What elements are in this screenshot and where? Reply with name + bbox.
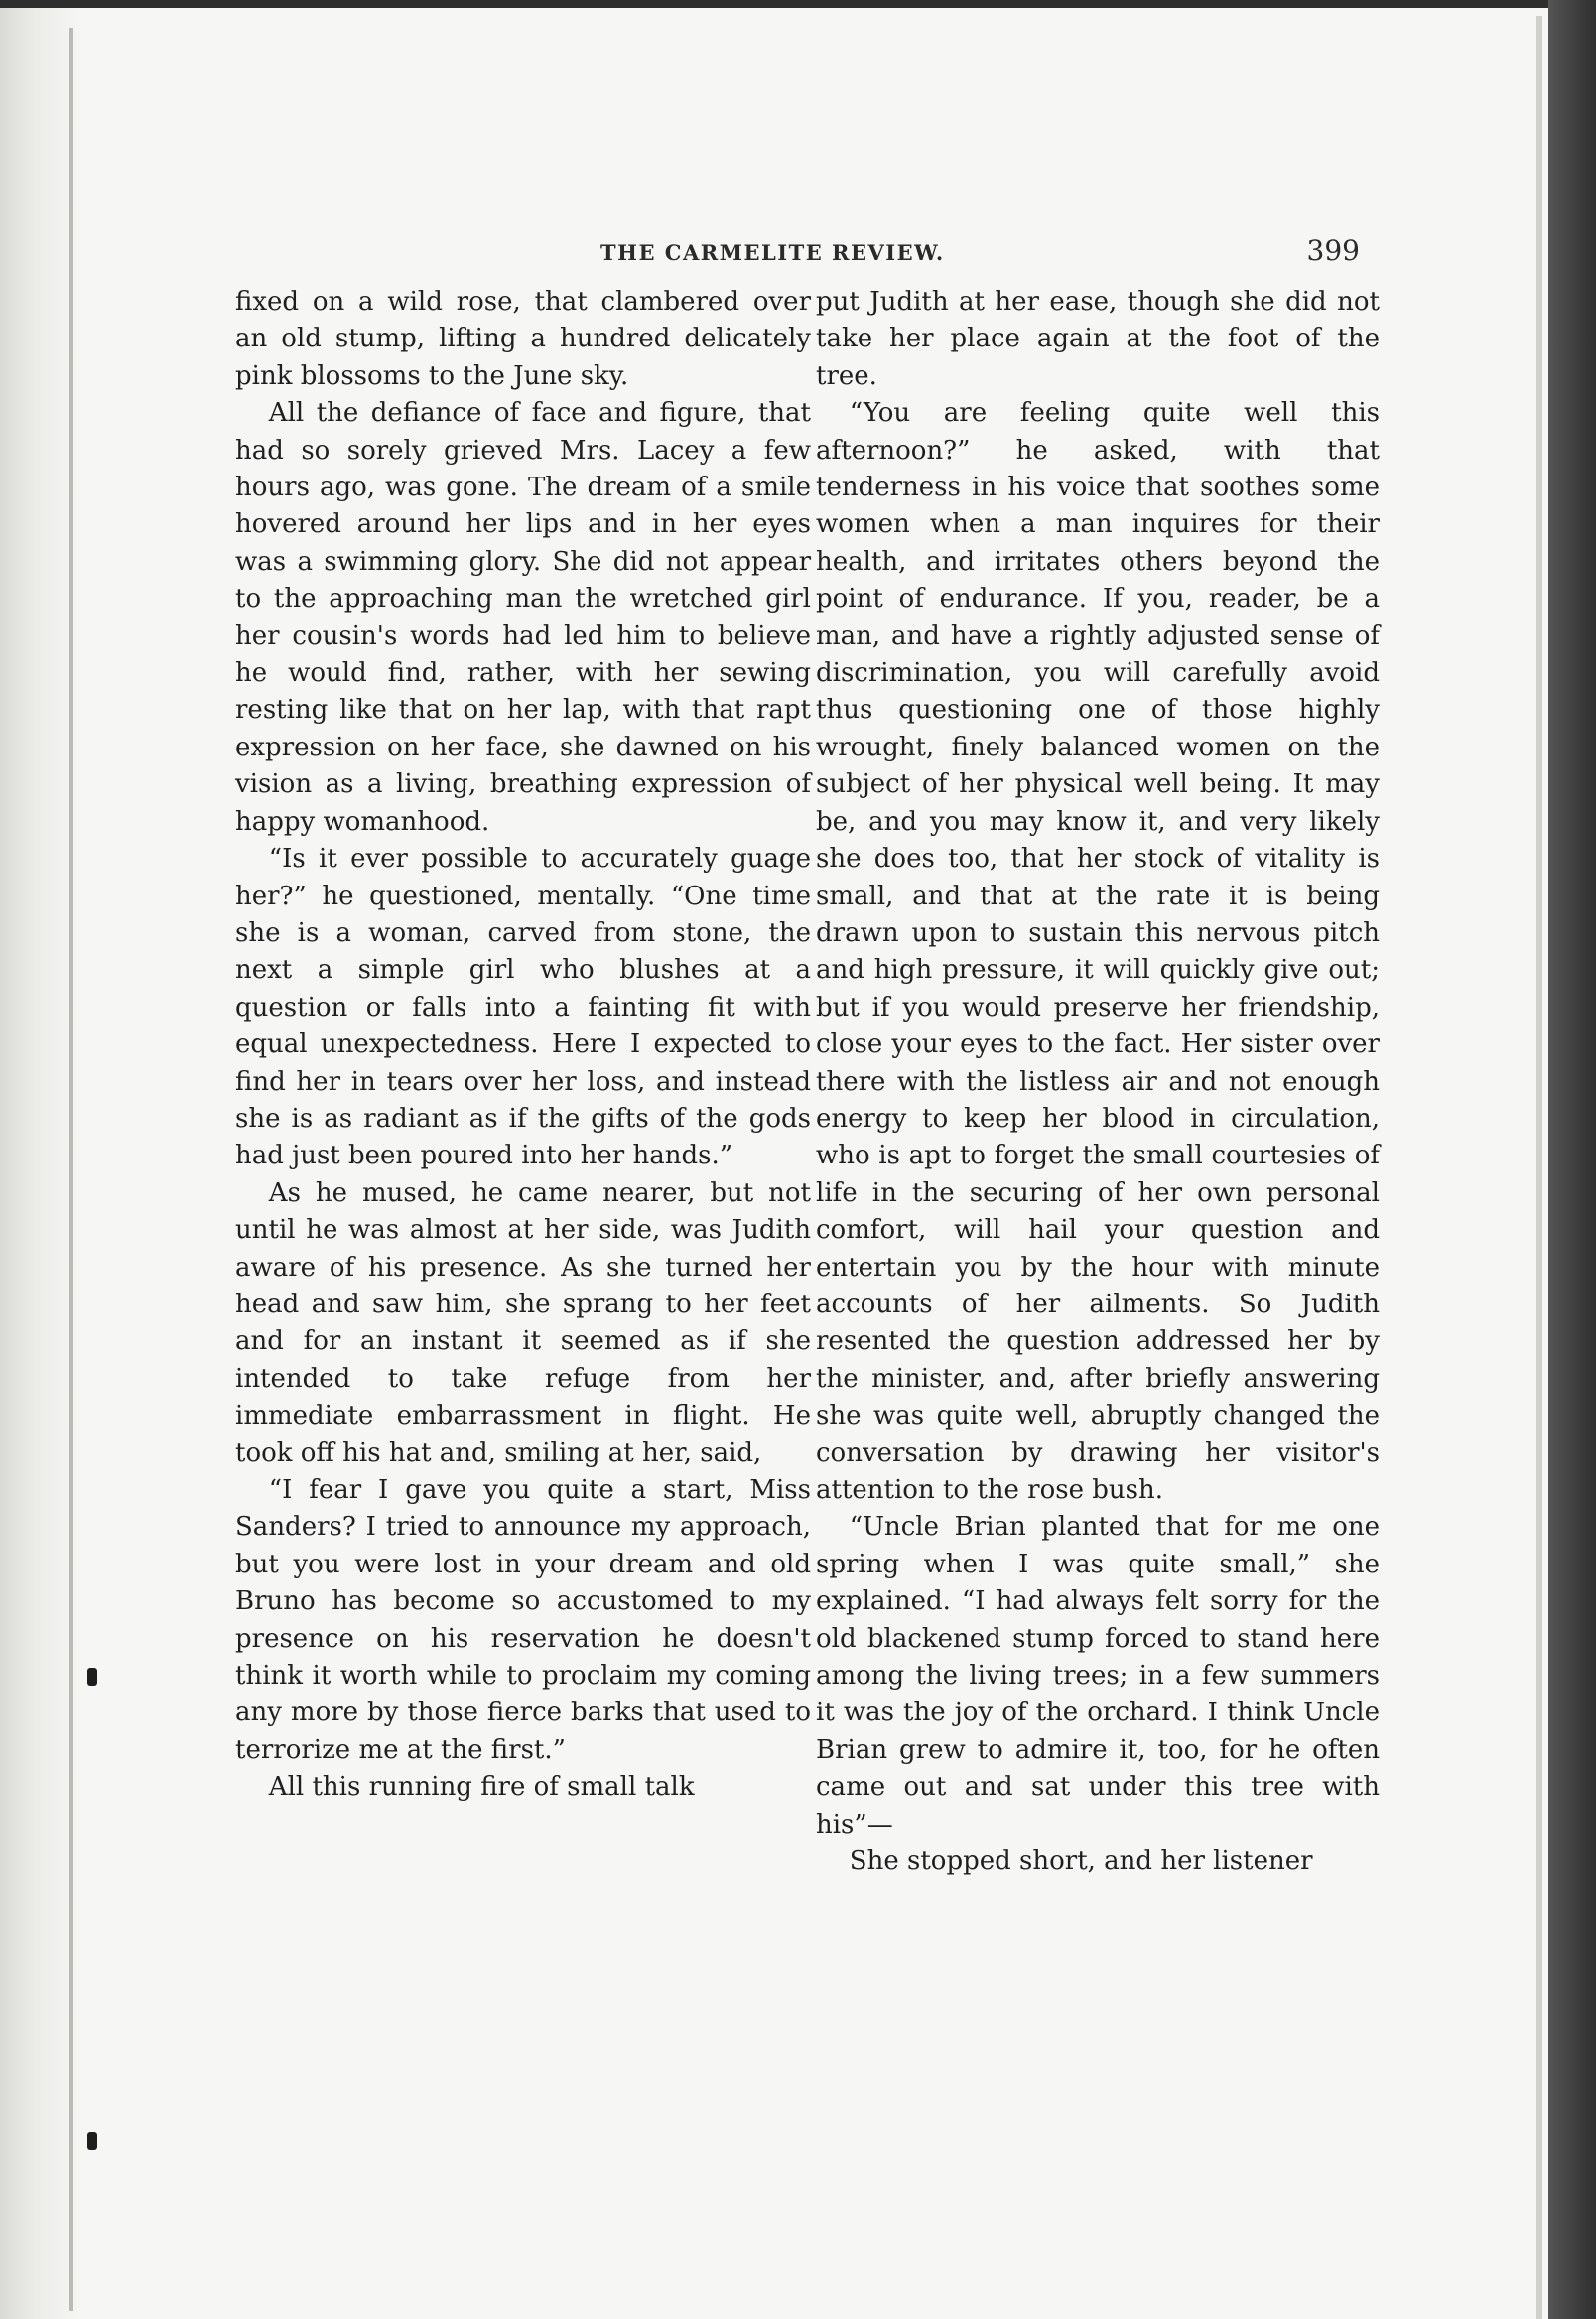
scan-right-edge xyxy=(1548,0,1596,2319)
page-number: 399 xyxy=(1306,234,1360,267)
running-head xyxy=(238,234,1360,274)
running-title: THE CARMELITE REVIEW. xyxy=(600,240,945,265)
book-page xyxy=(0,8,1548,2319)
binding-thread-mark xyxy=(87,1668,97,1686)
gutter-line xyxy=(69,28,73,2311)
paragraph: “I fear I gave you quite a start, Miss Sanders? I tried to announce my approach, but you were lost in your dream and old Bruno has become so accustomed to my presence on his reservation he doesn't think it worth while to proclaim my coming any more by those fierce barks that used to terrorize me at the first.” xyxy=(235,1475,811,1765)
paragraph: put Judith at her ease, though she did not take her place again at the foot of the tree. xyxy=(816,287,1380,391)
left-column xyxy=(235,284,811,1807)
paragraph: “You are feeling quite well this afternoon?” he asked, with that tenderness in his voice that soothes some women when a man inquires for their health, and irritates others beyond the point of endurance. If you, reader, be a man, and have a rightly adjusted sense of discrimination, you will carefully avoid thus questioning one of those highly wrought, finely balanced women on the subject of her physical well being. It may be, and you may know it, and very likely she does too, that her stock of vitality is small, and that at the rate it is being drawn upon to sustain this nervous pitch and high pressure, it will quickly give out; but if you would preserve her friendship, close your eyes to the fact. Her sister over there with the listless air and not enough energy to keep her blood in circulation, who is apt to forget the small courtesies of life in the securing of her own personal comfort, will hail your question and entertain you by the hour with minute accounts of her ailments. So Judith resented the question addressed her by the minister, and, after briefly answering she was quite well, abruptly changed the conversation by drawing her visitor's attention to the rose bush. xyxy=(816,398,1380,1505)
paragraph: All this running fire of small talk xyxy=(268,1772,695,1803)
paragraph: All the defiance of face and figure, that had so sorely grieved Mrs. Lacey a few hours ago, was gone. The dream of a smile hovered around her lips and in her eyes was a swimming glory. She did not appear to the approaching man the wretched girl her cousin's words had led him to believe he would find, rather, with her sewing resting like that on her lap, with that rapt expression on her face, she dawned on his vision as a living, breathing expression of happy womanhood. xyxy=(235,398,811,837)
paragraph: “Uncle Brian planted that for me one spring when I was quite small,” she explained. “I had always felt sorry for the old blackened stump forced to stand here among the living trees; in a few summers it was the joy of the orchard. I think Uncle Brian grew to admire it, too, for he often came out and sat under this tree with his”— xyxy=(816,1512,1380,1840)
paragraph: “Is it ever possible to accurately guage her?” he questioned, mentally. “One time she is a woman, carved from stone, the next a simple girl who blushes at a question or falls into a fainting fit with equal unexpectedness. Here I expected to find her in tears over her loss, and instead she is as radiant as if the gifts of the gods had just been poured into her hands.” xyxy=(235,844,811,1171)
paragraph: She stopped short, and her listener xyxy=(849,1846,1313,1877)
page-edge xyxy=(1536,16,1542,2319)
binding-thread-mark xyxy=(87,2132,97,2150)
paragraph: fixed on a wild rose, that clambered over an old stump, lifting a hundred delicately pink blossoms to the June sky. xyxy=(235,287,811,391)
right-column xyxy=(816,284,1380,1880)
paragraph: As he mused, he came nearer, but not until he was almost at her side, was Judith aware of his presence. As she turned her head and saw him, she sprang to her feet and for an instant it seemed as if she intended to take refuge from her immediate embarrassment in flight. He took off his hat and, smiling at her, said, xyxy=(235,1177,811,1468)
